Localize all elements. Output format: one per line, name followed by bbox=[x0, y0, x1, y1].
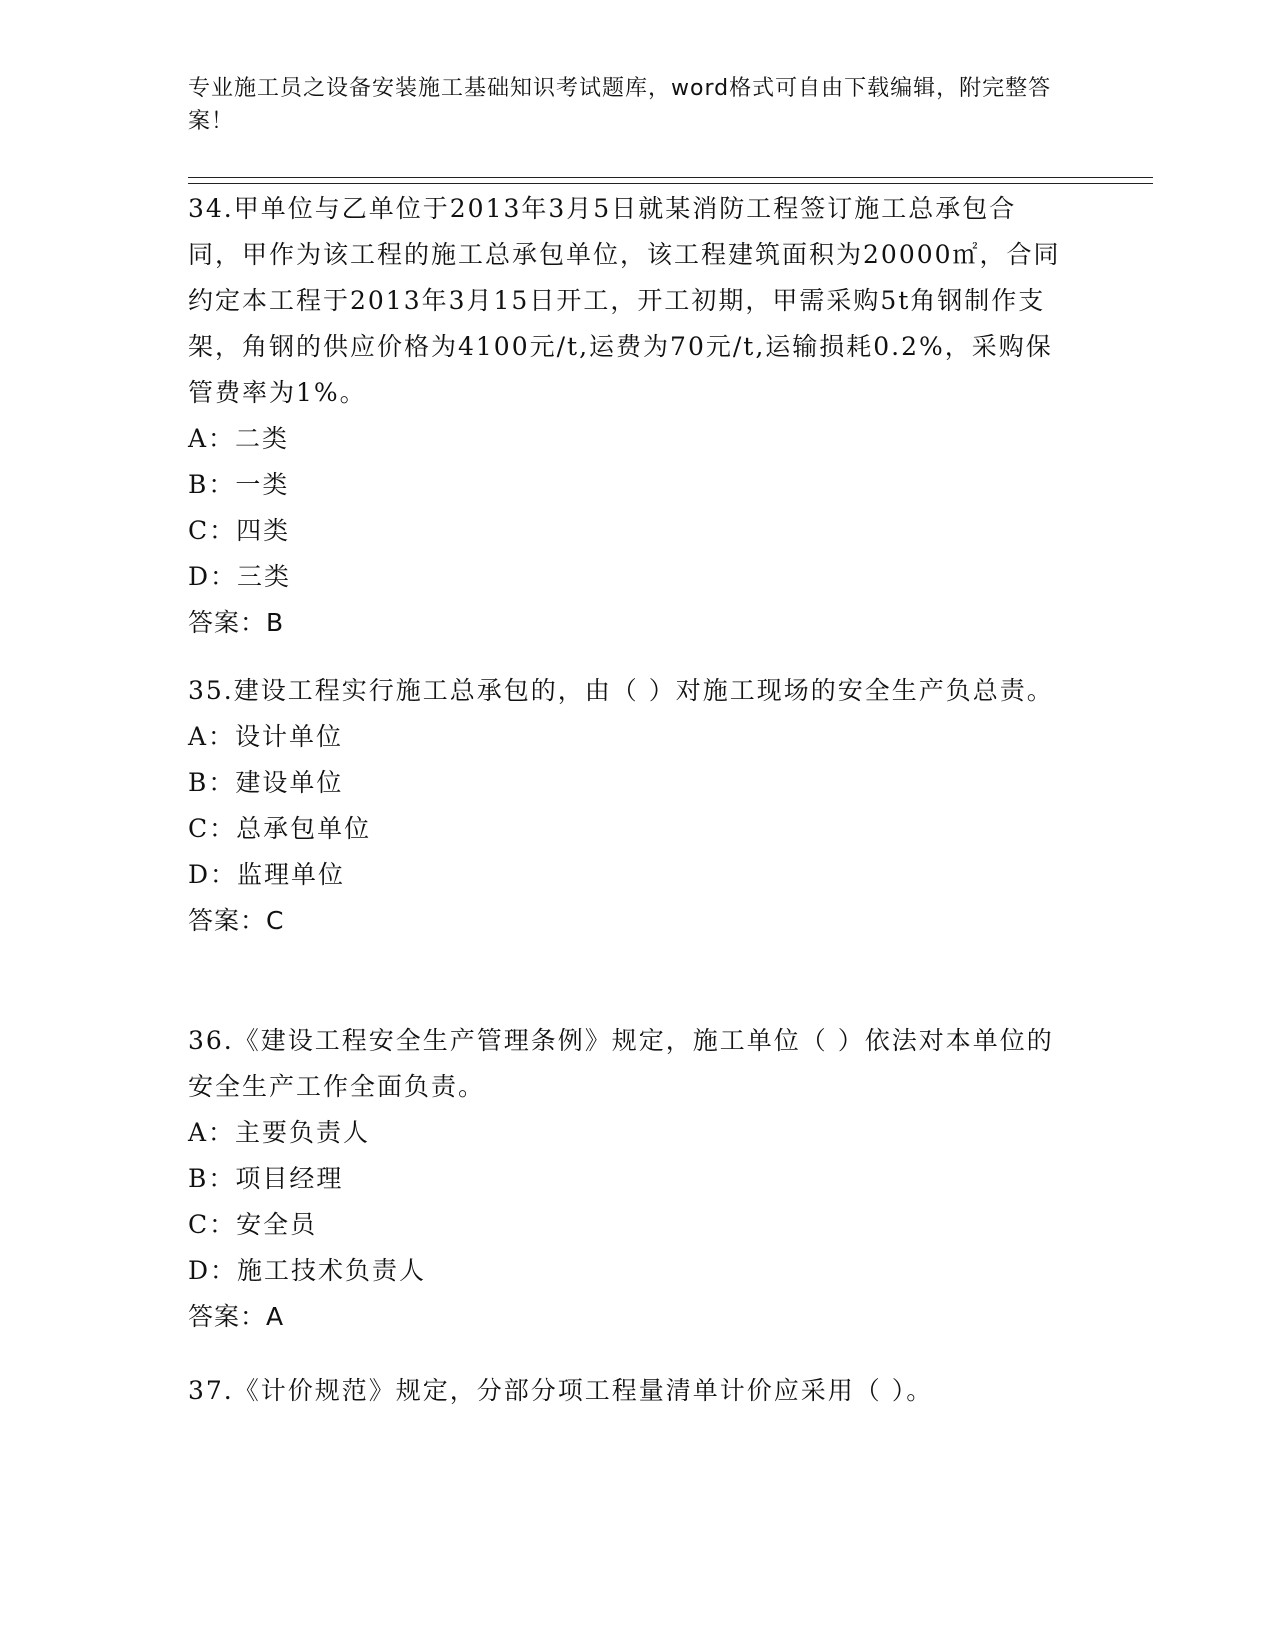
question-stem: 34.甲单位与乙单位于2013年3月5日就某消防工程签订施工总承包合同，甲作为该工程的施工总承包单位，该工程建筑面积为20000㎡，合同约定本工程于2013年3月15日开工，开工初期，甲需采购5t角钢制作支架，角钢的供应价格为4100元/t,运费为70元/t,运输损耗0.2%，采购保管费率为1%。 bbox=[188, 194, 1061, 407]
header-divider-top bbox=[188, 177, 1153, 178]
question-34 bbox=[188, 186, 1068, 646]
option-d: D：施工技术负责人 bbox=[188, 1256, 427, 1285]
option-c: C：总承包单位 bbox=[188, 814, 372, 843]
question-stem: 37.《计价规范》规定，分部分项工程量清单计价应采用（ ）。 bbox=[188, 1376, 934, 1405]
question-35 bbox=[188, 668, 1068, 944]
question-37 bbox=[188, 1368, 1068, 1414]
option-a: A：二类 bbox=[188, 424, 290, 453]
document-header: 专业施工员之设备安装施工基础知识考试题库，word格式可自由下载编辑，附完整答案！ bbox=[188, 76, 1052, 134]
question-stem: 35.建设工程实行施工总承包的，由（ ）对施工现场的安全生产负总责。 bbox=[188, 676, 1054, 705]
option-d: D：三类 bbox=[188, 562, 292, 591]
option-c: C：安全员 bbox=[188, 1210, 318, 1239]
question-36 bbox=[188, 1018, 1068, 1340]
option-a: A：设计单位 bbox=[188, 722, 344, 751]
option-b: B：建设单位 bbox=[188, 768, 344, 797]
header-divider-bottom bbox=[188, 183, 1153, 184]
option-a: A：主要负责人 bbox=[188, 1118, 371, 1147]
option-c: C：四类 bbox=[188, 516, 291, 545]
question-stem: 36.《建设工程安全生产管理条例》规定，施工单位（ ）依法对本单位的安全生产工作全面负责。 bbox=[188, 1026, 1054, 1101]
option-d: D：监理单位 bbox=[188, 860, 346, 889]
answer: 答案：C bbox=[188, 906, 285, 935]
option-b: B：一类 bbox=[188, 470, 290, 499]
answer: 答案：B bbox=[188, 608, 285, 637]
option-b: B：项目经理 bbox=[188, 1164, 344, 1193]
answer: 答案：A bbox=[188, 1302, 285, 1331]
